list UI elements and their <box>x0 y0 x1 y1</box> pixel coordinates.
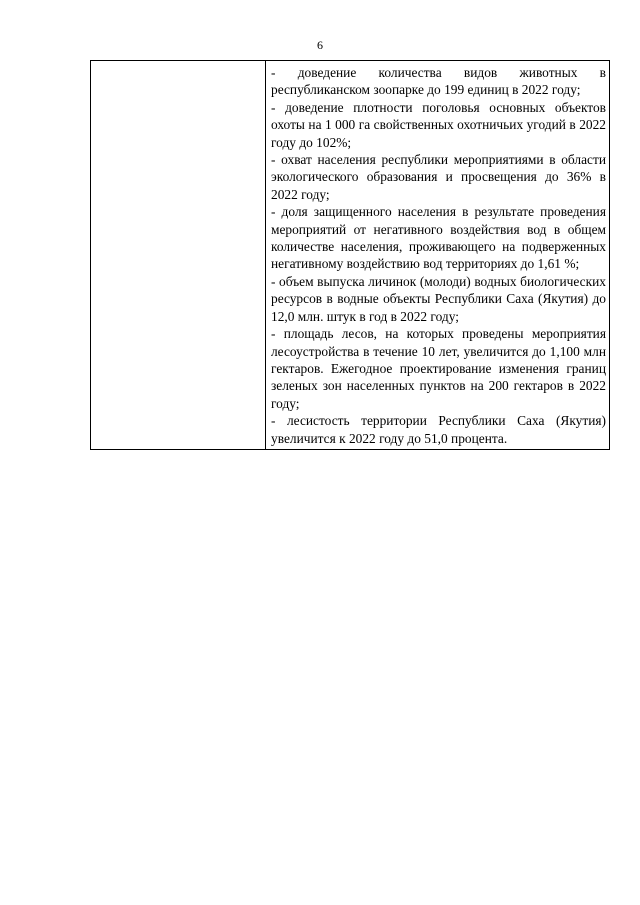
indicator-item: - объем выпуска личинок (молоди) водных биологических ресурсов в водные объекты Республики Саха (Якутия) до 12,0 млн. штук в год в 2022 году; <box>271 273 606 324</box>
indicator-item: - площадь лесов, на которых проведены мероприятия лесоустройства в течение 10 лет, увеличится до 1,100 млн гектаров. Ежегодное проектирование изменения границ зеленых зон населенных пунктов на 200 гектаров в 2022 году; <box>271 326 606 411</box>
document-table <box>90 60 610 450</box>
indicator-item: - доведение плотности поголовья основных объектов охоты на 1 000 га свойственных охотничьих угодий в 2022 году до 102%; <box>271 99 606 150</box>
indicator-item: - доля защищенного населения в результате проведения мероприятий от негативного воздействия вод в общем количестве населения, проживающего на подверженных негативному воздействию вод территориях до 1,61 %; <box>271 204 606 272</box>
indicator-item: - доведение количества видов животных в республиканском зоопарке до 199 единиц в 2022 году; <box>271 65 606 98</box>
table-cell-left <box>91 61 266 450</box>
table-cell-indicators <box>266 61 610 450</box>
table-row <box>91 61 610 450</box>
indicator-item: - охват населения республики мероприятиями в области экологического образования и просвещения до 36% в 2022 году; <box>271 152 606 202</box>
page-number: 6 <box>317 38 323 52</box>
indicator-item: - лесистость территории Республики Саха (Якутия) увеличится к 2022 году до 51,0 процента. <box>271 413 606 446</box>
